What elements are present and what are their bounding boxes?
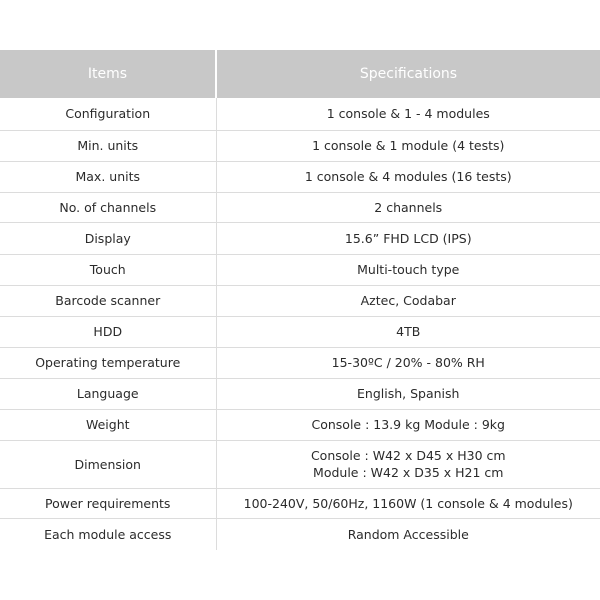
spec-cell [216, 254, 600, 285]
item-cell: Max. units [0, 161, 216, 192]
spec-line: 2 channels [374, 199, 443, 215]
item-cell: Power requirements [0, 488, 216, 518]
item-cell: Weight [0, 409, 216, 440]
spec-cell [216, 488, 600, 518]
spec-cell [216, 222, 600, 254]
item-cell: Language [0, 378, 216, 409]
spec-line: Console : W42 x D45 x H30 cm [310, 448, 506, 463]
item-cell: No. of channels [0, 192, 216, 222]
header-specifications: Specifications [216, 50, 600, 98]
spec-line: Aztec, Codabar [360, 293, 456, 308]
item-cell: HDD [0, 316, 216, 347]
spec-cell [216, 161, 600, 192]
spec-line: 1 console & 1 module (4 tests) [312, 138, 505, 153]
spec-cell [216, 409, 600, 440]
specifications-table [0, 50, 600, 550]
item-cell: Barcode scanner [0, 285, 216, 316]
item-cell: Each module access [0, 518, 216, 550]
spec-line: 100-240V, 50/60Hz, 1160W (1 console & 4 modules) [243, 495, 573, 511]
table-row [0, 378, 600, 409]
spec-cell [216, 285, 600, 316]
item-cell: Display [0, 222, 216, 254]
table-row [0, 254, 600, 285]
item-cell: Configuration [0, 98, 216, 130]
table-row [0, 518, 600, 550]
table-row [0, 347, 600, 378]
table-row [0, 192, 600, 222]
table-row [0, 222, 600, 254]
spec-line: 1 console & 4 modules (16 tests) [304, 169, 512, 184]
table-row [0, 285, 600, 316]
table-row [0, 316, 600, 347]
item-cell: Dimension [0, 440, 216, 488]
spec-cell [216, 347, 600, 378]
spec-line: Multi-touch type [357, 262, 460, 277]
spec-line: 15-30ºC / 20% - 80% RH [331, 355, 485, 370]
table-row [0, 488, 600, 518]
table-body [0, 98, 600, 550]
table-row [0, 130, 600, 161]
item-cell: Min. units [0, 130, 216, 161]
header-items: Items [0, 50, 216, 98]
header-row [0, 50, 600, 98]
table-row [0, 409, 600, 440]
item-cell: Operating temperature [0, 347, 216, 378]
spec-cell [216, 440, 600, 488]
spec-line: Random Accessible [347, 526, 469, 542]
spec-line: Console : 13.9 kg Module : 9kg [311, 417, 505, 432]
table-row [0, 161, 600, 192]
item-cell: Touch [0, 254, 216, 285]
spec-line: English, Spanish [357, 386, 460, 401]
spec-cell [216, 192, 600, 222]
table-row [0, 440, 600, 488]
spec-line: 4TB [396, 324, 421, 339]
spec-cell [216, 98, 600, 130]
spec-line: 15.6” FHD LCD (IPS) [344, 230, 472, 246]
spec-cell [216, 130, 600, 161]
spec-line: 1 console & 1 - 4 modules [326, 106, 490, 122]
spec-cell [216, 316, 600, 347]
spec-cell [216, 518, 600, 550]
table-row [0, 98, 600, 130]
spec-cell [216, 378, 600, 409]
spec-line: Module : W42 x D35 x H21 cm [313, 465, 504, 480]
